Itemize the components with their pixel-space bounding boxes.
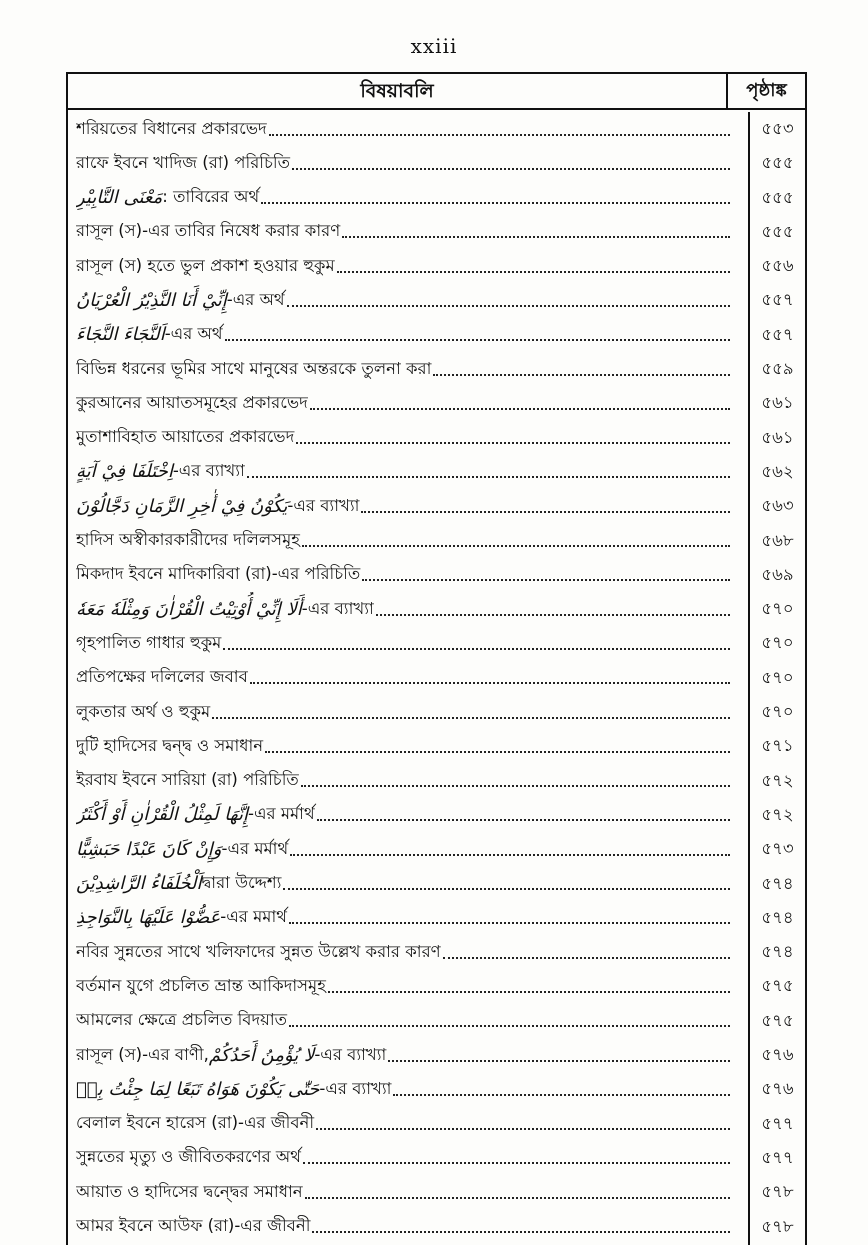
entry-page-number: ৫৭২ — [761, 770, 794, 790]
page-column-header: পৃষ্ঠাঙ্ক — [746, 80, 787, 101]
entry-page-number: ৫৫৭ — [761, 324, 794, 344]
toc-entry — [68, 249, 805, 283]
entry-title: গৃহপালিত গাধার হুকুম — [76, 632, 222, 652]
entry-page-number: ৫৬৯ — [761, 564, 794, 584]
entry-page-number: ৫৭৮ — [761, 1182, 794, 1202]
dot-leader — [342, 235, 730, 238]
toc-entry — [68, 386, 805, 420]
toc-entry — [68, 901, 805, 935]
entry-arabic-text: وَإِنْ كَانَ عَبْدًا حَبَشِيًّا — [76, 838, 222, 860]
toc-entry-topic — [76, 112, 736, 146]
toc-entry-topic — [76, 1072, 736, 1106]
entry-page-number: ৫৭৬ — [761, 1079, 794, 1099]
entry-title: রাসূল (স) হতে ভুল প্রকাশ হওয়ার হুকুম — [76, 255, 335, 275]
entry-arabic-text: اَلْخُلَفَاءُ الرَّاشِدِيْنَ — [76, 873, 202, 895]
entry-title: কুরআনের আয়াতসমূহের প্রকারভেদ — [76, 392, 308, 412]
toc-entry-topic — [76, 764, 736, 798]
toc-entry — [68, 421, 805, 455]
toc-entries — [68, 112, 805, 1244]
entry-page-number: ৫৭০ — [761, 667, 794, 687]
dot-leader — [296, 441, 730, 444]
dot-leader — [443, 956, 730, 959]
toc-entry — [68, 1072, 805, 1106]
toc-entry — [68, 146, 805, 180]
entry-page-number: ৫৭১ — [761, 736, 794, 756]
entry-arabic-text: لَا يُؤْمِنُ أَحَدُكُمْ — [208, 1044, 315, 1066]
entry-page-number: ৫৭৫ — [761, 1010, 794, 1030]
dot-leader — [269, 133, 730, 136]
entry-page-number: ৫৫৫ — [761, 221, 794, 241]
dot-leader — [265, 750, 730, 753]
entry-arabic-text: اَلنَّجَاءَ النَّجَاءَ — [76, 324, 165, 346]
toc-entry — [68, 181, 805, 215]
dot-leader — [290, 853, 730, 856]
toc-entry — [68, 215, 805, 249]
entry-title: শরিয়তের বিধানের প্রকারভেদ — [76, 118, 267, 138]
toc-entry — [68, 832, 805, 866]
toc-entry — [68, 1210, 805, 1244]
entry-arabic-text: مَعْنَى التَّابِيْرِ — [76, 187, 163, 209]
toc-entry-topic — [76, 935, 736, 969]
entry-page-number: ৫৭৪ — [761, 907, 794, 927]
entry-arabic-text: حَتّٰى يَكُوْنَ هَوَاهُ تَبَعًا لِمَا جِئْتُ بِهٖ — [76, 1078, 320, 1100]
entry-page-number: ৫৭৫ — [761, 976, 794, 996]
toc-entry-topic — [76, 832, 736, 866]
toc-entry — [68, 352, 805, 386]
entry-title: -এর ব্যাখ্যা — [301, 598, 374, 618]
entry-page-number: ৫৬২ — [761, 461, 794, 481]
entry-title: প্রতিপক্ষের দলিলের জবাব — [76, 667, 248, 687]
dot-leader — [433, 373, 730, 376]
entry-arabic-text: إِنَّهَا لَمِثْلُ الْقُرْاٰنِ أَوْ أَكْثَرُ — [76, 804, 249, 826]
toc-entry-topic — [76, 1175, 736, 1209]
toc-entry-topic — [76, 695, 736, 729]
entry-title: আয়াত ও হাদিসের দ্বন্দ্বের সমাধান — [76, 1181, 303, 1201]
entry-page-number: ৫৭০ — [761, 633, 794, 653]
entry-page-number: ৫৭০ — [761, 702, 794, 722]
entry-title: সুন্নতের মৃত্যু ও জীবিতকরণের অর্থ — [76, 1147, 301, 1167]
entry-title: -এর অর্থ — [226, 289, 285, 309]
entry-title: -এর মমার্থ — [220, 907, 287, 927]
entry-page-number: ৫৭৪ — [761, 942, 794, 962]
toc-entry-topic — [76, 1107, 736, 1141]
entry-title: -এর ব্যাখ্যা — [287, 495, 360, 515]
toc-entry-topic — [76, 626, 736, 660]
toc-entry — [68, 1107, 805, 1141]
toc-entry-topic — [76, 798, 736, 832]
toc-entry-topic — [76, 661, 736, 695]
toc-entry — [68, 524, 805, 558]
dot-leader — [250, 681, 730, 684]
entry-arabic-text: يَكُوْنُ فِيْ أٰخِرِ الزَّمَانِ دَجَّالُوْنَ — [76, 495, 288, 517]
entry-page-number: ৫৭৩ — [761, 839, 794, 859]
toc-entry — [68, 626, 805, 660]
entry-page-number: ৫৫৫ — [761, 153, 794, 173]
toc-entry-topic — [76, 524, 736, 558]
toc-entry — [68, 661, 805, 695]
dot-leader — [247, 475, 730, 478]
dot-leader — [261, 201, 730, 204]
dot-leader — [362, 578, 730, 581]
toc-entry-topic — [76, 489, 736, 523]
entry-page-number: ৫৬১ — [761, 393, 794, 413]
dot-leader — [388, 1059, 730, 1062]
toc-entry-topic — [76, 146, 736, 180]
entry-page-number: ৫৬৮ — [761, 530, 794, 550]
dot-leader — [328, 990, 730, 993]
toc-entry — [68, 764, 805, 798]
toc-entry — [68, 867, 805, 901]
entry-arabic-text: أَلَا إِنِّيْ أُوْتِيْتُ الْقُرْاٰنَ وَمِثْلَهٗ مَعَهٗ — [76, 598, 302, 620]
entry-page-number: ৫৭৭ — [761, 1147, 794, 1167]
entry-page-number: ৫৫৯ — [761, 359, 794, 379]
entry-title: -এর ব্যাখ্যা — [314, 1044, 387, 1064]
toc-entry-topic — [76, 1004, 736, 1038]
dot-leader — [212, 716, 730, 719]
entry-arabic-text: عَضُّوْا عَلَيْهَا بِالنَّوَاجِذِ — [76, 907, 221, 929]
toc-entry — [68, 455, 805, 489]
entry-page-number: ৫৭৪ — [761, 873, 794, 893]
toc-entry — [68, 798, 805, 832]
entry-title: -এর অর্থ — [164, 324, 223, 344]
toc-header — [68, 74, 805, 110]
dot-leader — [317, 818, 730, 821]
entry-title: আমলের ক্ষেত্রে প্রচলিত বিদয়াত — [76, 1010, 288, 1030]
entry-arabic-text: إِنِّيْ أَنَا النَّذِيْرُ الْعُرْيَانُ — [76, 289, 227, 311]
entry-title: বিভিন্ন ধরনের ভূমির সাথে মানুষের অন্তরকে তুলনা করা — [76, 358, 432, 378]
toc-entry — [68, 558, 805, 592]
toc-entry-topic — [76, 592, 736, 626]
entry-page-number: ৫৫৭ — [761, 290, 794, 310]
toc-entry — [68, 489, 805, 523]
entry-page-number: ৫৫৬ — [761, 256, 794, 276]
entry-title: নবির সুন্নতের সাথে খলিফাদের সুন্নত উল্লেখ করার কারণ — [76, 941, 441, 961]
entry-title: দ্বারা উদ্দেশ্য — [201, 873, 282, 893]
toc-entry — [68, 935, 805, 969]
toc-entry-topic — [76, 969, 736, 1003]
dot-leader — [310, 407, 730, 410]
toc-entry-topic — [76, 386, 736, 420]
toc-entry-topic — [76, 352, 736, 386]
dot-leader — [301, 784, 730, 787]
toc-entry — [68, 1004, 805, 1038]
entry-title: -এর ব্যাখ্যা — [172, 461, 245, 481]
dot-leader — [302, 544, 730, 547]
toc-entry-topic — [76, 421, 736, 455]
toc-entry-topic — [76, 283, 736, 317]
entry-title: -এর মর্মার্থ — [248, 804, 315, 824]
dot-leader — [305, 1196, 730, 1199]
dot-leader — [289, 921, 730, 924]
dot-leader — [376, 613, 730, 616]
dot-leader — [361, 510, 730, 513]
dot-leader — [225, 338, 730, 341]
toc-entry — [68, 1038, 805, 1072]
entry-page-number: ৫৫৫ — [761, 187, 794, 207]
toc-entry-topic — [76, 867, 736, 901]
entry-title: ইরবায ইবনে সারিয়া (রা) পরিচিতি — [76, 770, 299, 790]
entry-prefix: রাসূল (স)-এর বাণী, — [76, 1044, 209, 1064]
dot-leader — [292, 167, 730, 170]
entry-arabic-text: اِخْتَلَفَا فِيْ آيَةٍ — [76, 461, 173, 483]
toc-entry — [68, 969, 805, 1003]
toc-entry-topic — [76, 1141, 736, 1175]
toc-entry-topic — [76, 215, 736, 249]
entry-page-number: ৫৬১ — [761, 427, 794, 447]
entry-title: রাসূল (স)-এর তাবির নিষেধ করার কারণ — [76, 221, 341, 241]
entry-title: মিকদাদ ইবনে মাদিকারিবা (রা)-এর পরিচিতি — [76, 564, 361, 584]
toc-entry-topic — [76, 249, 736, 283]
toc-entry — [68, 729, 805, 763]
toc-entry — [68, 1175, 805, 1209]
entry-page-number: ৫৭২ — [761, 804, 794, 824]
page-number: xxiii — [410, 34, 458, 58]
dot-leader — [283, 887, 730, 890]
toc-entry — [68, 318, 805, 352]
entry-page-number: ৫৭৮ — [761, 1216, 794, 1236]
dot-leader — [393, 1093, 730, 1096]
topics-column-header: বিষয়াবলি — [68, 74, 728, 108]
toc-entry-topic — [76, 1038, 736, 1072]
toc-entry-topic — [76, 181, 736, 215]
dot-leader — [312, 1230, 730, 1233]
entry-title: মুতাশাবিহাত আয়াতের প্রকারভেদ — [76, 427, 295, 447]
entry-title: বেলাল ইবনে হারেস (রা)-এর জীবনী — [76, 1113, 315, 1133]
entry-title: হাদিস অস্বীকারকারীদের দলিলসমূহ — [76, 530, 300, 550]
toc-entry-topic — [76, 1210, 736, 1244]
dot-leader — [223, 647, 730, 650]
entry-title: দুটি হাদিসের দ্বন্দ্ব ও সমাধান — [76, 735, 264, 755]
entry-title: -এর মর্মার্থ — [221, 838, 289, 858]
entry-title: -এর ব্যাখ্যা — [319, 1078, 392, 1098]
dot-leader — [287, 304, 730, 307]
dot-leader — [289, 1024, 730, 1027]
entry-title: : তাবিরের অর্থ — [162, 187, 260, 207]
entry-title: বর্তমান যুগে প্রচলিত ভ্রান্ত আকিদাসমূহ — [76, 975, 326, 995]
toc-entry-topic — [76, 901, 736, 935]
toc-entry-topic — [76, 729, 736, 763]
dot-leader — [303, 1161, 730, 1164]
dot-leader — [337, 270, 730, 273]
toc-entry-topic — [76, 455, 736, 489]
entry-page-number: ৫৭৭ — [761, 1113, 794, 1133]
entry-page-number: ৫৭০ — [761, 599, 794, 619]
dot-leader — [316, 1127, 730, 1130]
entry-title: আমর ইবনে আউফ (রা)-এর জীবনী — [76, 1216, 311, 1235]
toc-entry — [68, 283, 805, 317]
toc-entry — [68, 1141, 805, 1175]
table-of-contents — [66, 72, 807, 1245]
entry-page-number: ৫৬৩ — [761, 496, 794, 516]
toc-entry-topic — [76, 558, 736, 592]
toc-entry — [68, 112, 805, 146]
entry-title: রাফে ইবনে খাদিজ (রা) পরিচিতি — [76, 152, 291, 172]
toc-entry — [68, 592, 805, 626]
entry-title: লুকতার অর্থ ও হুকুম — [76, 701, 211, 721]
toc-entry — [68, 695, 805, 729]
toc-entry-topic — [76, 318, 736, 352]
entry-page-number: ৫৭৬ — [761, 1045, 794, 1065]
entry-page-number: ৫৫৩ — [761, 119, 794, 138]
